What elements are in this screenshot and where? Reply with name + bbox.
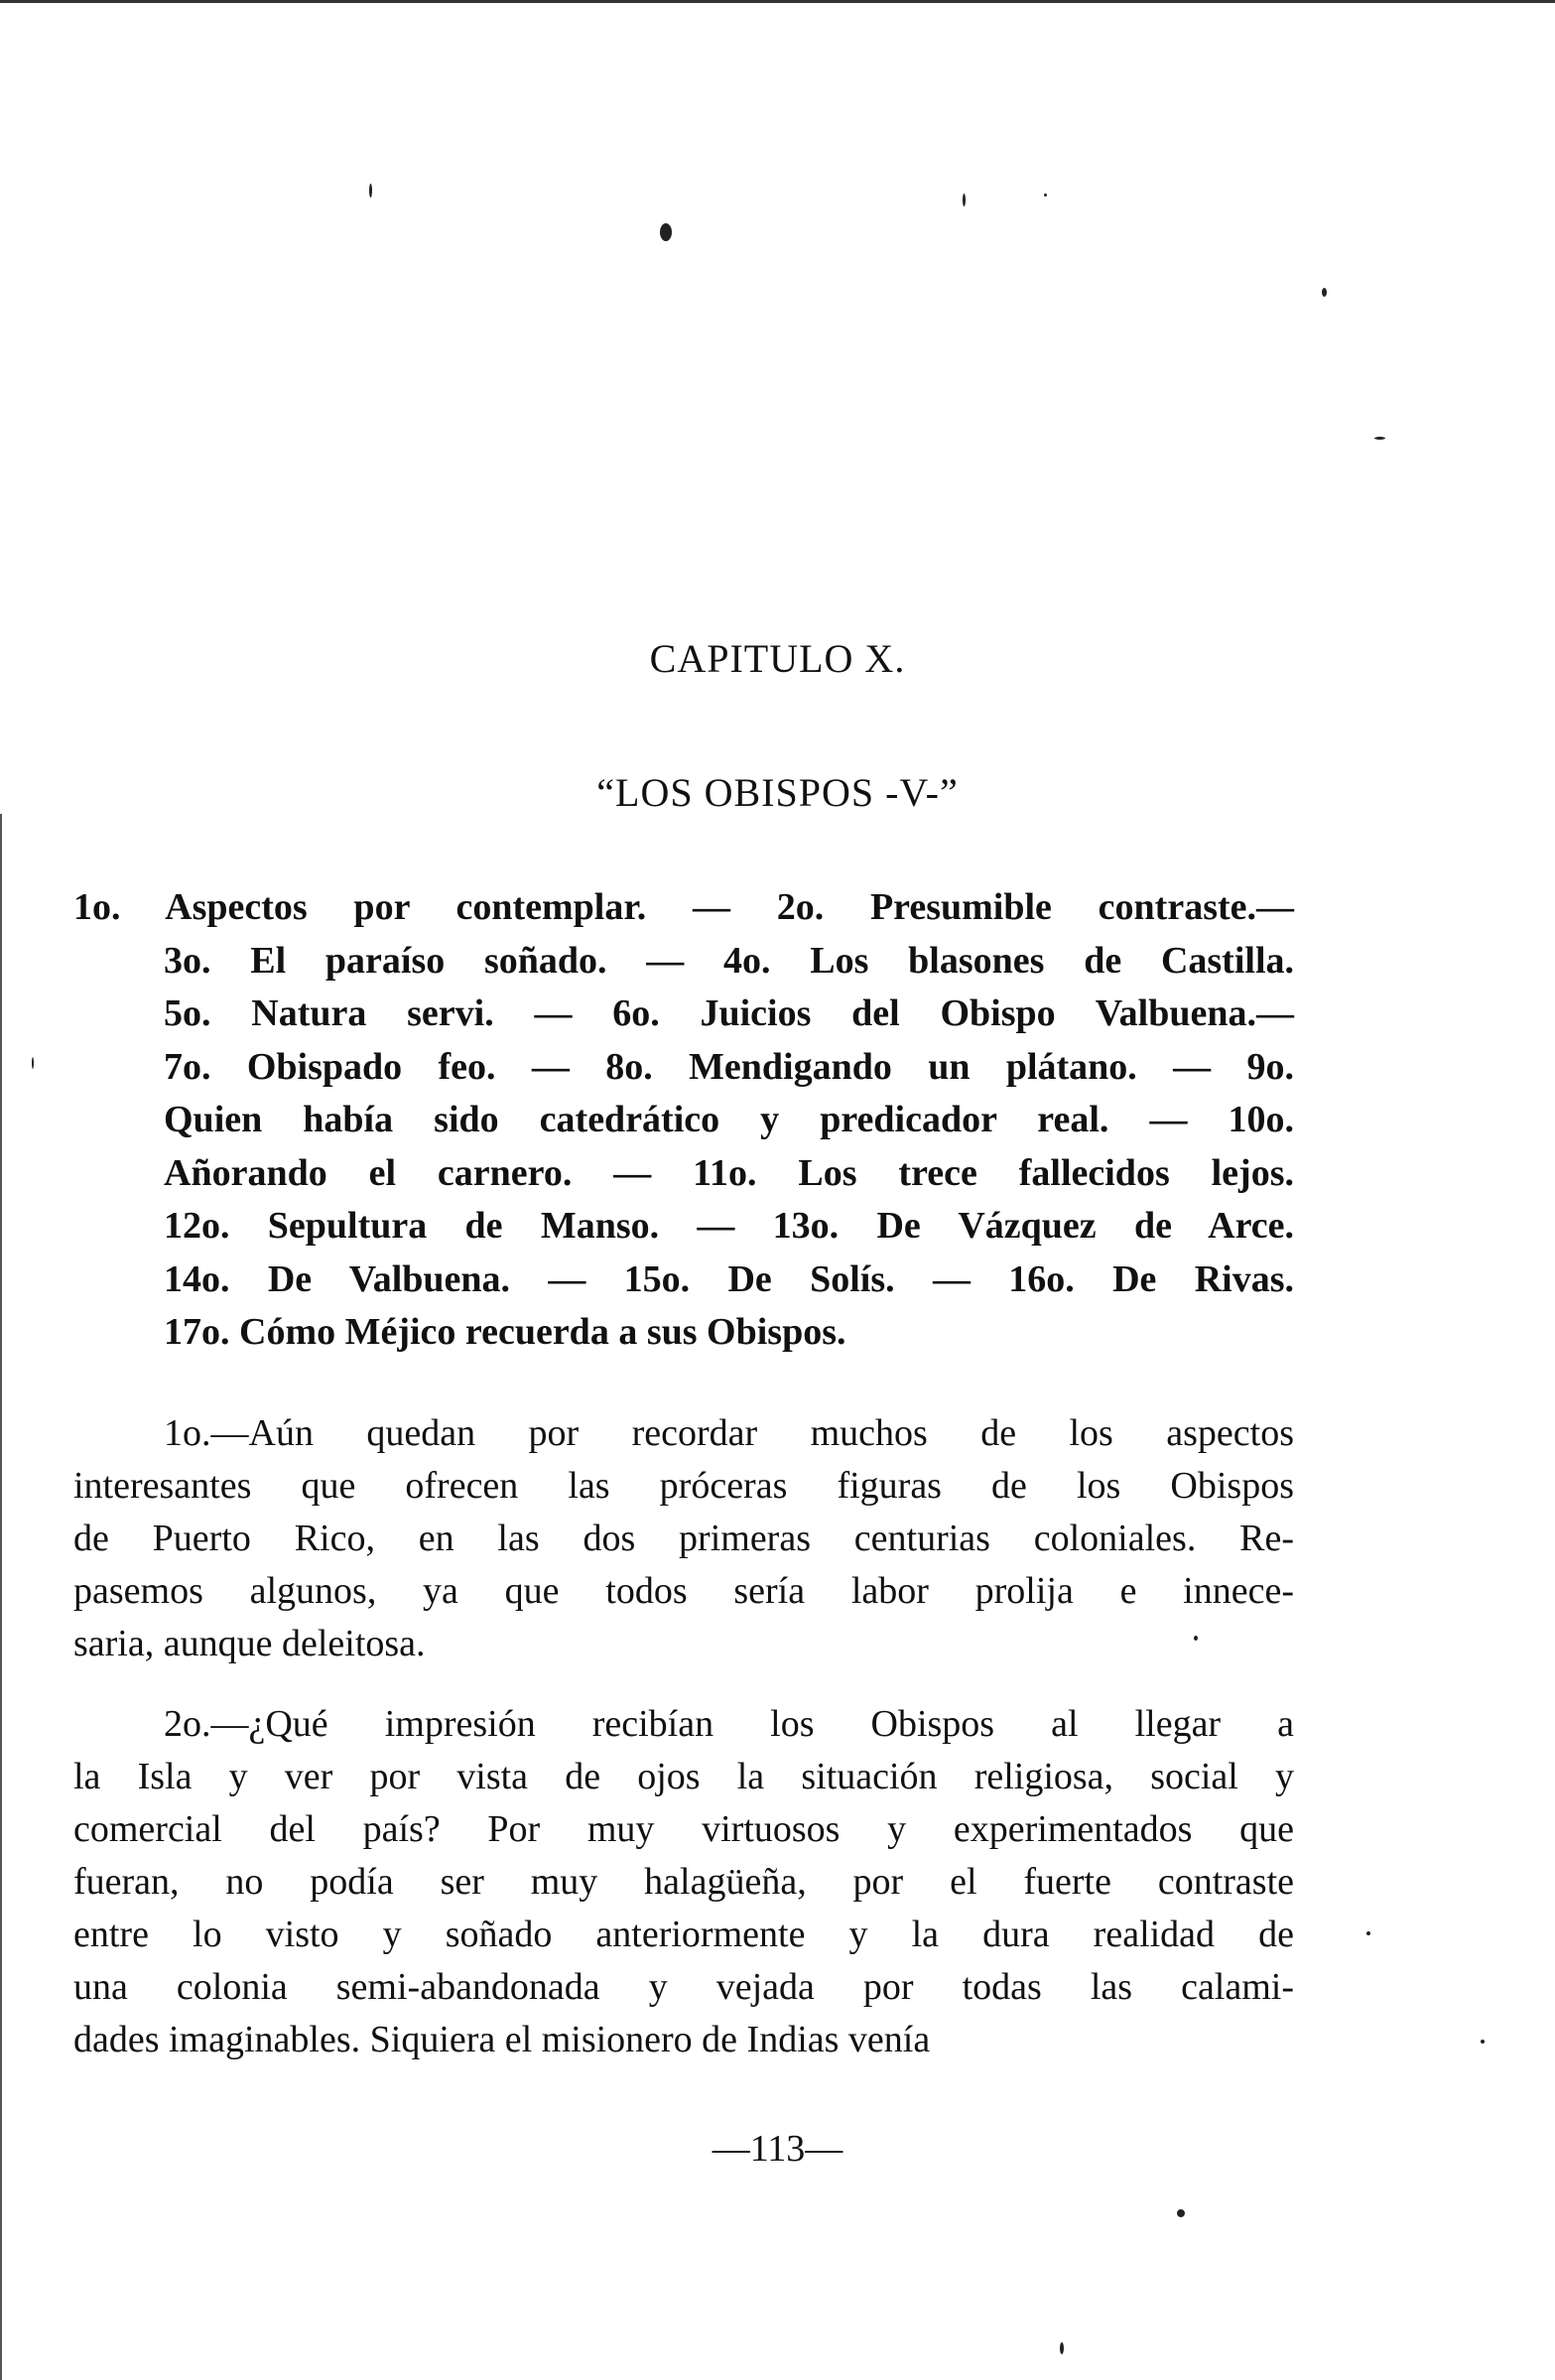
paragraph-line: 1o.—Aún quedan por recordar muchos de los aspectos xyxy=(164,1412,1294,1454)
summary-line: 12o. Sepultura de Manso. — 13o. De Vázquez de Arce. xyxy=(164,1205,1294,1247)
paragraph-line: pasemos algunos, ya que todos sería labor prolija e innece- xyxy=(73,1570,1294,1612)
body-paragraph xyxy=(73,1407,1294,1670)
paragraph-line: la Isla y ver por vista de ojos la situación religiosa, social y xyxy=(73,1756,1294,1797)
paragraph-line: saria, aunque deleitosa. xyxy=(73,1623,426,1664)
chapter-summary xyxy=(73,881,1294,1360)
paragraph-line: de Puerto Rico, en las dos primeras centurias coloniales. Re- xyxy=(73,1518,1294,1559)
page-number: —113— xyxy=(712,2128,843,2170)
paragraph-line: fueran, no podía ser muy halagüeña, por el fuerte contraste xyxy=(73,1861,1294,1903)
chapter-subtitle: “LOS OBISPOS -V-” xyxy=(596,770,959,815)
summary-line: 5o. Natura servi. — 6o. Juicios del Obispo Valbuena.— xyxy=(164,992,1294,1034)
scan-speck xyxy=(1374,437,1385,440)
paragraph-line: 2o.—¿Qué impresión recibían los Obispos al llegar a xyxy=(164,1703,1294,1745)
paragraph-line: comercial del país? Por muy virtuosos y experimentados que xyxy=(73,1808,1294,1850)
summary-line: 7o. Obispado feo. — 8o. Mendigando un plátano. — 9o. xyxy=(164,1045,1294,1088)
scan-speck xyxy=(369,184,372,198)
summary-line: Añorando el carnero. — 11o. Los trece fallecidos lejos. xyxy=(164,1151,1294,1194)
summary-line: 14o. De Valbuena. — 15o. De Solís. — 16o. De Rivas. xyxy=(164,1257,1294,1300)
summary-line: Quien había sido catedrático y predicador real. — 10o. xyxy=(164,1099,1294,1140)
paragraph-line: dades imaginables. Siquiera el misionero de Indias venía xyxy=(73,2019,931,2060)
summary-line: 3o. El paraíso soñado. — 4o. Los blasones de Castilla. xyxy=(164,939,1294,982)
scan-speck xyxy=(1322,288,1327,297)
scan-speck xyxy=(1177,2209,1185,2217)
paragraph-line: entre lo visto y soñado anteriormente y la dura realidad de xyxy=(73,1914,1294,1955)
body-paragraph xyxy=(73,1698,1294,2066)
top-border-rule xyxy=(0,0,1555,3)
scan-speck xyxy=(32,1057,34,1069)
paragraph-line: interesantes que ofrecen las próceras figuras de los Obispos xyxy=(73,1465,1294,1507)
scan-speck xyxy=(1366,1931,1370,1935)
scan-speck xyxy=(1044,194,1047,197)
scan-speck xyxy=(660,223,672,241)
scan-speck xyxy=(1481,2040,1485,2044)
summary-line: 1o. Aspectos por contemplar. — 2o. Presumible contraste.— xyxy=(73,886,1294,928)
summary-line: 17o. Cómo Méjico recuerda a sus Obispos. xyxy=(164,1311,846,1353)
chapter-title: CAPITULO X. xyxy=(649,636,906,681)
scan-speck xyxy=(963,194,966,206)
paragraph-line: una colonia semi-abandonada y vejada por todas las calami- xyxy=(73,1966,1294,2008)
scan-speck xyxy=(1060,2342,1064,2354)
